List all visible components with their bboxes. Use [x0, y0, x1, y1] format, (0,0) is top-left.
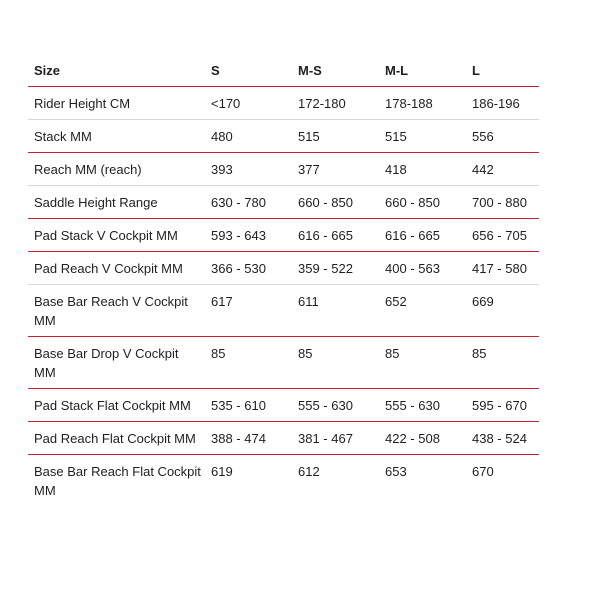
cell-value: 616 - 665 [385, 228, 440, 243]
cell-value: 359 - 522 [298, 261, 353, 276]
cell-value: 172-180 [298, 96, 346, 111]
row-label: Rider Height CM [34, 96, 131, 111]
row-label: Pad Reach V Cockpit MM [34, 261, 183, 276]
table-row [28, 186, 539, 219]
cell-value: 186-196 [472, 96, 520, 111]
cell-value: 515 [298, 129, 320, 144]
table-row [28, 389, 539, 422]
cell-value: 669 [472, 294, 494, 309]
cell-value: 178-188 [385, 96, 433, 111]
cell-value: 418 [385, 162, 407, 177]
row-label: Pad Stack Flat Cockpit MM [34, 398, 191, 413]
cell-value: 700 - 880 [472, 195, 527, 210]
cell-value: 381 - 467 [298, 431, 353, 446]
row-label: Pad Reach Flat Cockpit MM [34, 431, 196, 446]
cell-value: 612 [298, 464, 320, 479]
table-row [28, 337, 539, 389]
row-label: Pad Stack V Cockpit MM [34, 228, 178, 243]
cell-value: 593 - 643 [211, 228, 266, 243]
cell-value: 556 [472, 129, 494, 144]
row-label: Base Bar Reach V Cockpit MM [34, 294, 188, 328]
table-row [28, 219, 539, 252]
cell-value: 555 - 630 [298, 398, 353, 413]
cell-value: 388 - 474 [211, 431, 266, 446]
table-row [28, 455, 539, 507]
row-label: Base Bar Drop V Cockpit MM [34, 346, 179, 380]
header-l: L [472, 63, 480, 78]
cell-value: 535 - 610 [211, 398, 266, 413]
cell-value: 85 [211, 346, 226, 361]
cell-value: 417 - 580 [472, 261, 527, 276]
cell-value: 366 - 530 [211, 261, 266, 276]
row-label: Base Bar Reach Flat Cockpit MM [34, 464, 201, 498]
cell-value: 422 - 508 [385, 431, 440, 446]
cell-value: 480 [211, 129, 233, 144]
cell-value: 670 [472, 464, 494, 479]
cell-value: 442 [472, 162, 494, 177]
table-header-row [28, 53, 539, 87]
cell-value: 377 [298, 162, 320, 177]
cell-value: 611 [298, 294, 319, 309]
header-m-s: M-S [298, 63, 322, 78]
header-m-l: M-L [385, 63, 409, 78]
table-row [28, 153, 539, 186]
row-label: Saddle Height Range [34, 195, 158, 210]
table-row [28, 422, 539, 455]
header-s: S [211, 63, 220, 78]
cell-value: 85 [385, 346, 400, 361]
row-label: Reach MM (reach) [34, 162, 142, 177]
cell-value: 595 - 670 [472, 398, 527, 413]
cell-value: <170 [211, 96, 241, 111]
cell-value: 555 - 630 [385, 398, 440, 413]
cell-value: 656 - 705 [472, 228, 527, 243]
table-row [28, 87, 539, 120]
cell-value: 660 - 850 [385, 195, 440, 210]
cell-value: 85 [472, 346, 487, 361]
cell-value: 660 - 850 [298, 195, 353, 210]
cell-value: 653 [385, 464, 407, 479]
cell-value: 652 [385, 294, 407, 309]
table-row [28, 252, 539, 285]
cell-value: 393 [211, 162, 233, 177]
geometry-size-table [28, 53, 539, 506]
table-row [28, 120, 539, 153]
cell-value: 616 - 665 [298, 228, 353, 243]
cell-value: 85 [298, 346, 313, 361]
row-label: Stack MM [34, 129, 92, 144]
cell-value: 400 - 563 [385, 261, 440, 276]
cell-value: 438 - 524 [472, 431, 527, 446]
header-size: Size [34, 63, 61, 78]
cell-value: 630 - 780 [211, 195, 266, 210]
cell-value: 619 [211, 464, 233, 479]
cell-value: 515 [385, 129, 407, 144]
cell-value: 617 [211, 294, 233, 309]
table-row [28, 285, 539, 337]
